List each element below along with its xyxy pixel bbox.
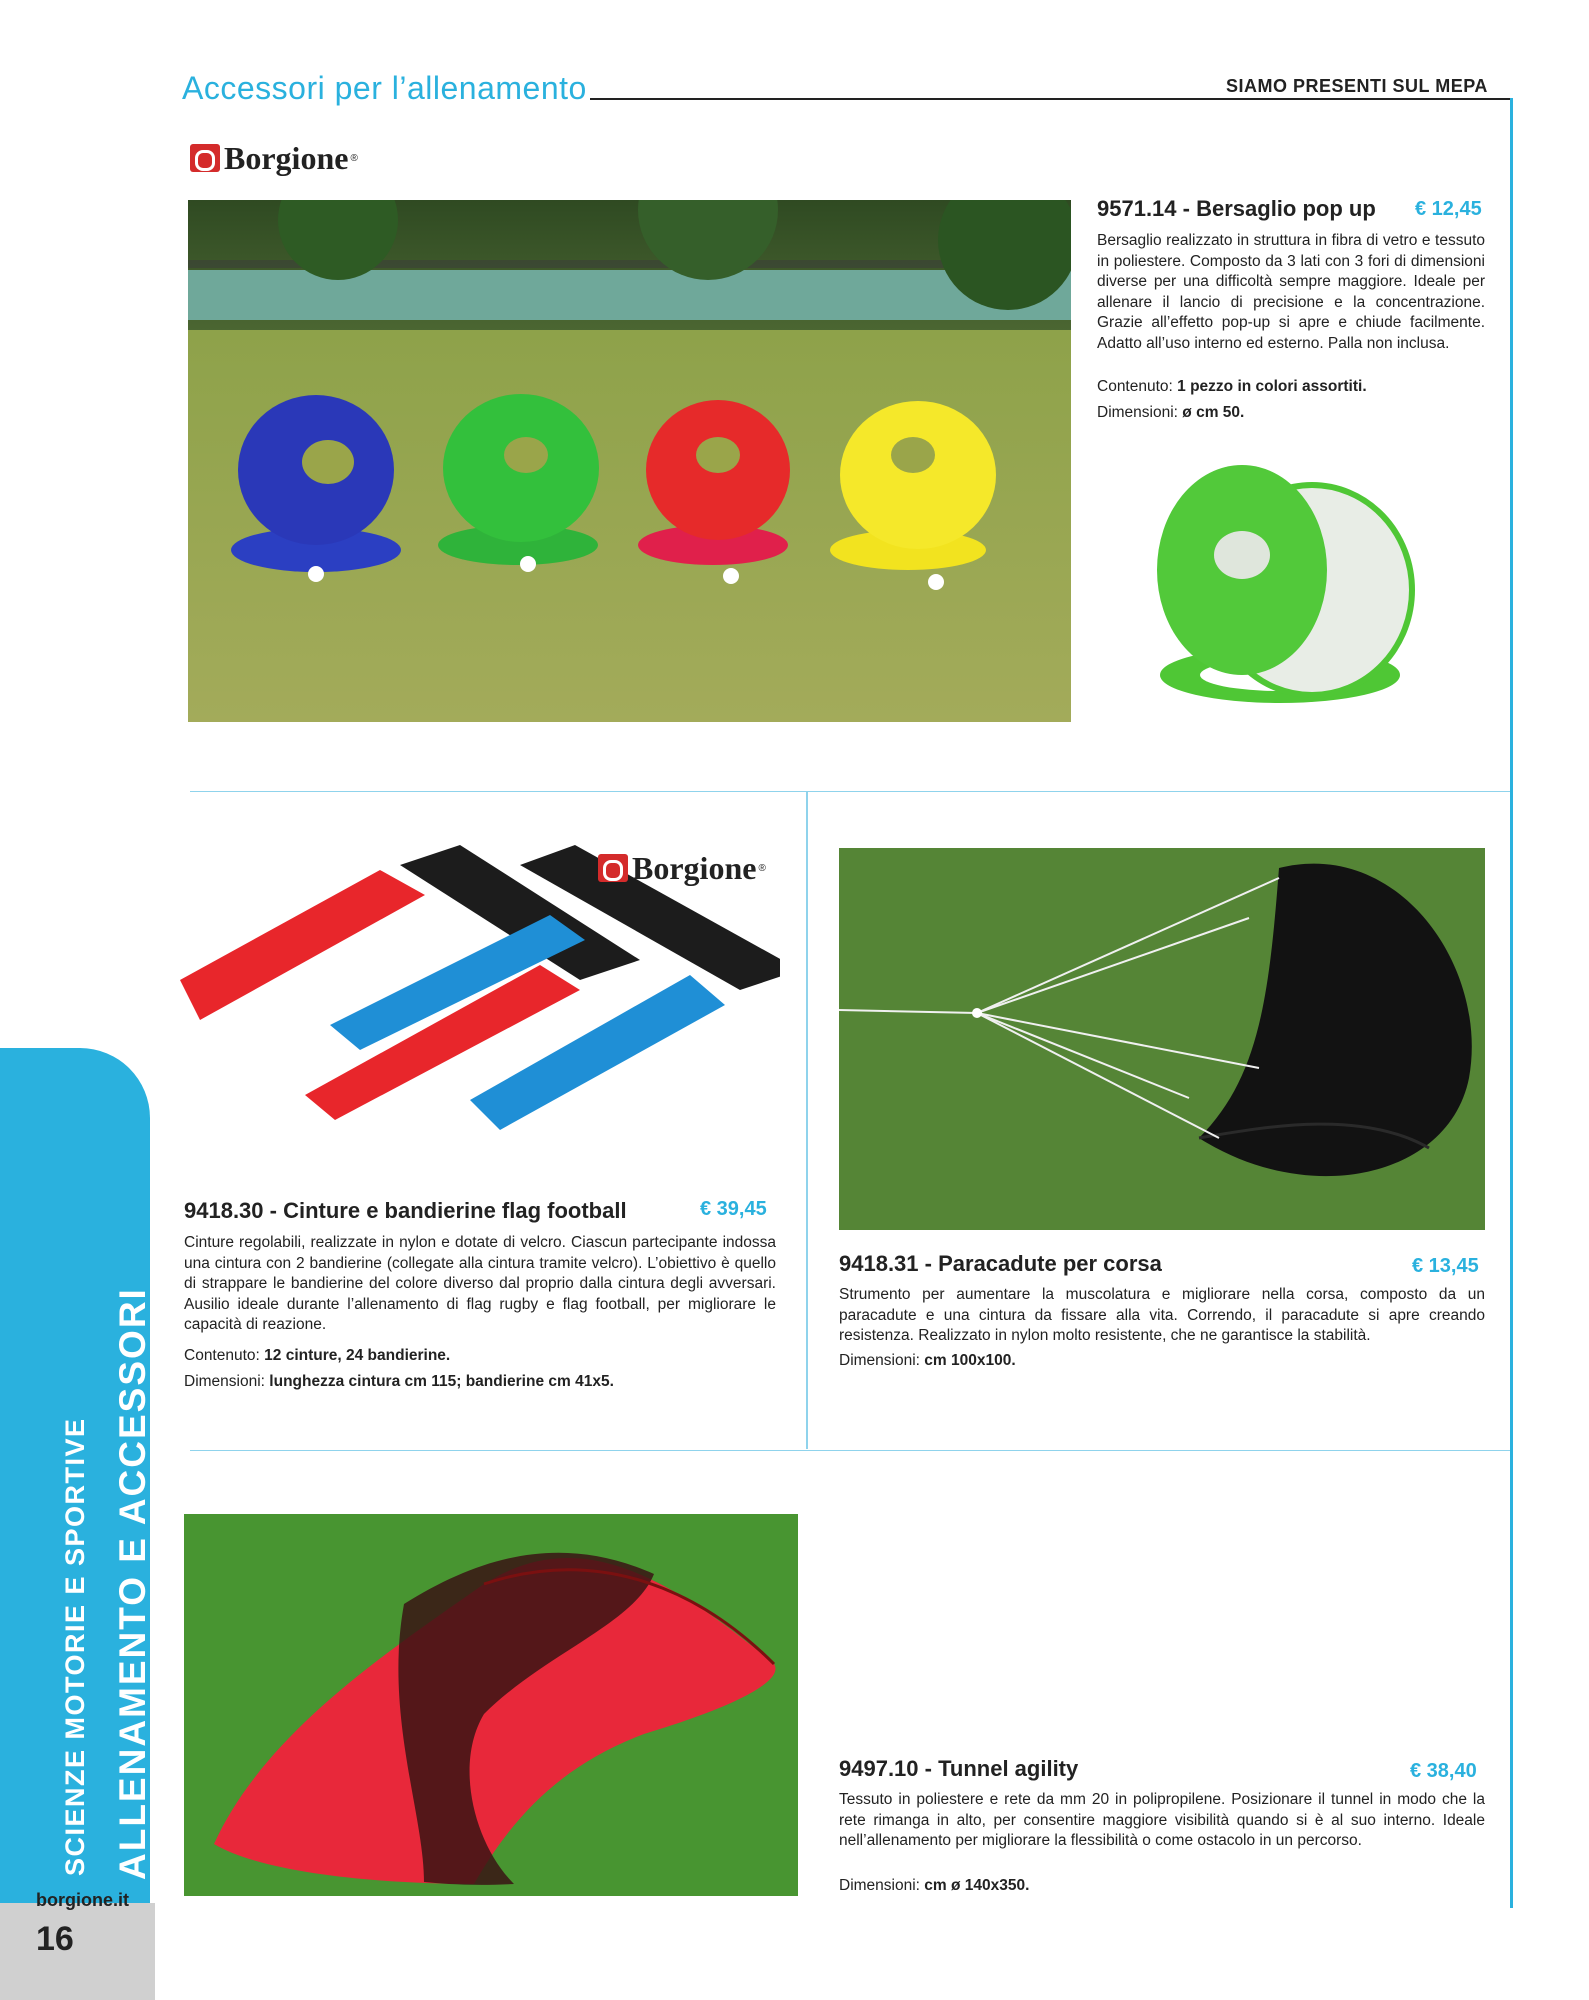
product-contents-9571-14: Contenuto: 1 pezzo in colori assortiti. [1097,378,1367,395]
red-target [638,400,790,584]
product-description-9571-14: Bersaglio realizzato in struttura in fibra di vetro e tessuto in poliestere. Composto da 3 lati con 3 fori di dimensioni diverse per una difficoltà sempre maggiore. Ideale per allenare il lancio di precisione e la concentrazione. Grazie all’effetto pop-up si apre e chiude facilmente. Adatto all’uso interno ed esterno. Palla non inclusa. [1097,232,1485,352]
running-parachute-photo [839,848,1485,1230]
product-contents-9418-30: Contenuto: 12 cinture, 24 bandierine. [184,1347,451,1364]
product-dimensions-9571-14: Dimensioni: ø cm 50. [1097,404,1245,421]
logo-text: Borgione [224,139,349,176]
product-dimensions-9418-30: Dimensioni: lunghezza cintura cm 115; bandierine cm 41x5. [184,1373,614,1390]
separator-row1 [190,791,1510,792]
borgione-logo-mark-icon [190,144,220,172]
borgione-logo-2: Borgione ® [598,850,766,886]
blue-target [231,395,401,582]
product-price-9571-14: € 12,45 [1415,198,1482,220]
page-number: 16 [36,1920,74,1958]
product-dimensions-9418-31: Dimensioni: cm 100x100. [839,1352,1016,1369]
product-description-9497-10: Tessuto in poliestere e rete da mm 20 in polipropilene. Posizionare il tunnel in modo che la rete rimanga in alto, per consentire maggiore visibilità quando si è al suo interno. Ideale nell’allenamento per migliorare la flessibilità o come ostacolo in un percorso. [839,1791,1485,1849]
separator-row2 [190,1450,1510,1451]
product-description-9418-31: Strumento per aumentare la muscolatura e migliorare nella corsa, composto da un paracadute e una cintura da fissare alla vita. Correndo, il paracadute si apre creando resistenza. Realizzato in nylon molto resistente, che ne garantisce la stabilità. [839,1286,1485,1344]
product-dimensions-9497-10: Dimensioni: cm ø 140x350. [839,1877,1030,1894]
product-price-9418-30: € 39,45 [700,1198,767,1220]
website-url[interactable]: borgione.it [36,1890,129,1910]
page-border-right [1510,98,1513,1908]
product-price-9418-31: € 13,45 [1412,1255,1479,1277]
green-target-closeup-photo [1130,450,1430,720]
separator-column [806,792,808,1449]
pop-up-targets-photo [188,200,1071,722]
header-rule [590,98,1510,100]
product-title-9418-31: 9418.31 - Paracadute per corsa [839,1251,1162,1276]
borgione-logo-mark-icon [598,854,628,882]
mepa-label: SIAMO PRESENTI SUL MEPA [1226,76,1488,96]
page-footer-tab [0,1903,155,2000]
product-price-9497-10: € 38,40 [1410,1760,1477,1782]
product-title-9497-10: 9497.10 - Tunnel agility [839,1756,1079,1781]
section-title: Accessori per l’allenamento [182,70,587,106]
product-title-9571-14: 9571.14 - Bersaglio pop up [1097,196,1376,221]
borgione-logo: Borgione ® [190,140,358,176]
sidebar-category: SCIENZE MOTORIE E SPORTIVE [60,1417,90,1876]
product-description-9418-30: Cinture regolabili, realizzate in nylon e dotate di velcro. Ciascun partecipante indossa una cintura con 2 bandierine (collegate alla cintura tramite velcro). L’obiettivo è quello di strappare le bandierine del colore diverso dal proprio dalla cintura degli avversari. Ausilio ideale durante l’allenamento di flag rugby e flag football, per migliorare le capacità di reazione. [184,1234,776,1333]
green-target [438,394,599,572]
product-title-9418-30: 9418.30 - Cinture e bandierine flag football [184,1198,627,1223]
agility-tunnel-photo [184,1514,798,1896]
sidebar-subcategory: ALLENAMENTO E ACCESSORI [112,1287,153,1880]
